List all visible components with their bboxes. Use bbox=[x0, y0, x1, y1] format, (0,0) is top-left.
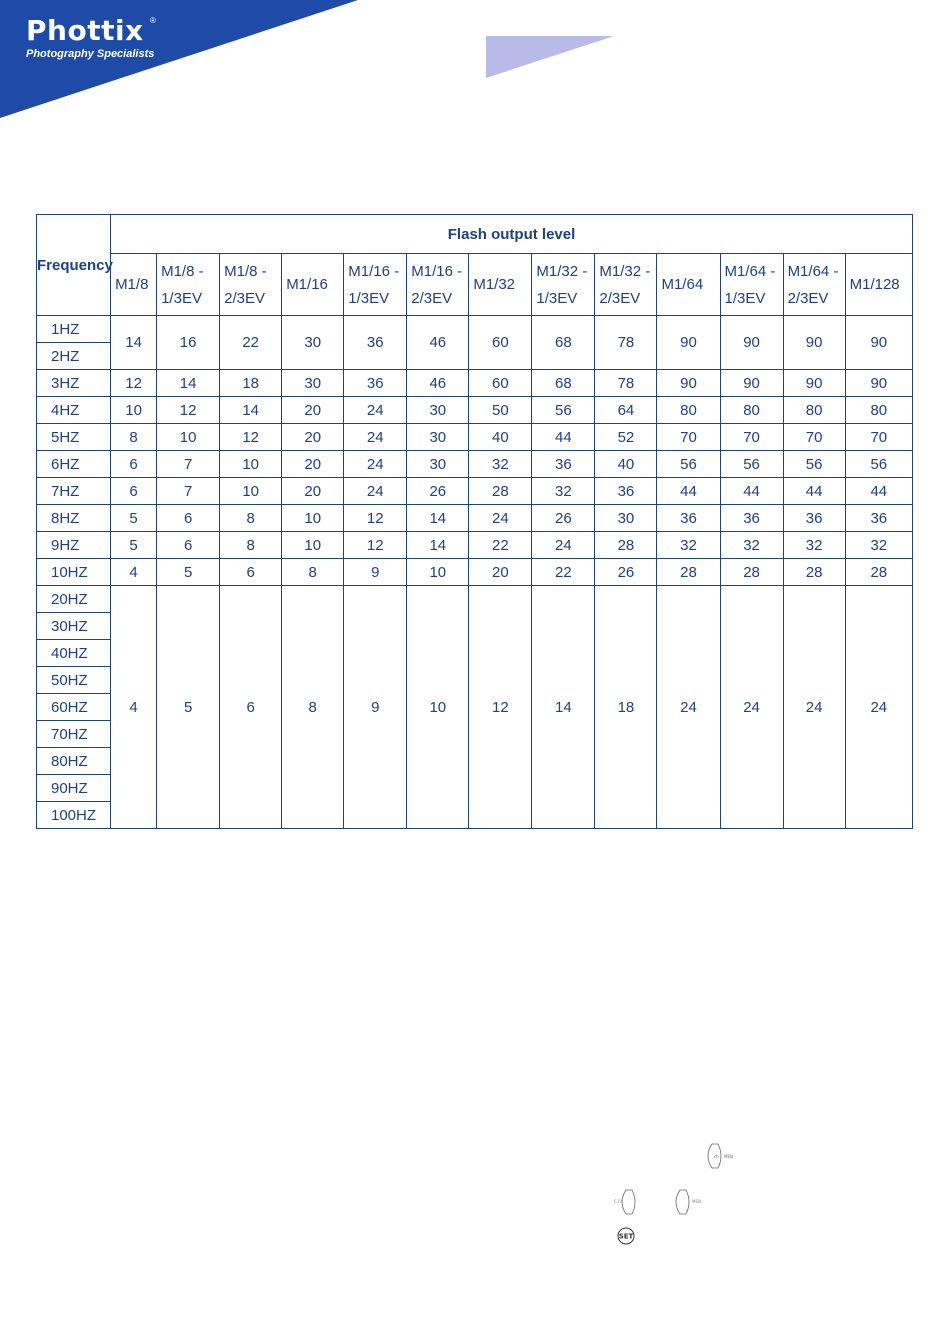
value-cell: 56 bbox=[845, 451, 912, 478]
value-cell: 6 bbox=[111, 478, 157, 505]
value-cell: 10 bbox=[407, 559, 469, 586]
brand-logo: Phottix bbox=[26, 14, 144, 47]
value-cell: 5 bbox=[157, 586, 220, 829]
value-cell: 44 bbox=[657, 478, 720, 505]
set-button-icon bbox=[618, 1228, 634, 1244]
value-cell: 7 bbox=[157, 478, 220, 505]
frequency-cell: 60HZ bbox=[37, 694, 111, 721]
column-header-line: 2/3EV bbox=[411, 289, 453, 307]
column-header-line: M1/16 - bbox=[411, 262, 463, 280]
column-header-line: M1/32 - bbox=[536, 262, 588, 280]
value-cell: 8 bbox=[282, 559, 344, 586]
frequency-cell: 8HZ bbox=[37, 505, 111, 532]
frequency-cell: 20HZ bbox=[37, 586, 111, 613]
value-cell: 68 bbox=[532, 316, 595, 370]
frequency-cell: 100HZ bbox=[37, 802, 111, 829]
value-cell: 20 bbox=[469, 559, 532, 586]
value-cell: 32 bbox=[783, 532, 845, 559]
value-cell: 30 bbox=[595, 505, 657, 532]
value-cell: 22 bbox=[532, 559, 595, 586]
frequency-cell: 80HZ bbox=[37, 748, 111, 775]
column-header-line: M1/8 - bbox=[224, 262, 267, 280]
value-cell: 8 bbox=[282, 586, 344, 829]
table-row bbox=[37, 424, 913, 451]
registered-mark: ® bbox=[150, 16, 156, 25]
menu-dial-icon-2 bbox=[676, 1190, 701, 1214]
decorative-wedge bbox=[486, 36, 616, 80]
column-header-line: M1/8 bbox=[115, 276, 149, 293]
value-cell: 10 bbox=[111, 397, 157, 424]
frequency-cell: 4HZ bbox=[37, 397, 111, 424]
value-cell: 12 bbox=[344, 505, 407, 532]
value-cell: 28 bbox=[720, 559, 783, 586]
value-cell: 22 bbox=[220, 316, 282, 370]
value-cell: 80 bbox=[845, 397, 912, 424]
value-cell: 12 bbox=[220, 424, 282, 451]
value-cell: 6 bbox=[220, 586, 282, 829]
brand-tagline: Photography Specialists bbox=[26, 48, 155, 60]
column-header bbox=[282, 254, 344, 316]
frequency-cell: 90HZ bbox=[37, 775, 111, 802]
value-cell: 36 bbox=[344, 316, 407, 370]
value-cell: 5 bbox=[111, 505, 157, 532]
column-header bbox=[157, 254, 220, 316]
column-header-line: M1/128 bbox=[849, 276, 900, 293]
column-header-line: M1/64 - bbox=[724, 262, 776, 280]
value-cell: 70 bbox=[657, 424, 720, 451]
value-cell: 10 bbox=[282, 505, 344, 532]
value-cell: 44 bbox=[845, 478, 912, 505]
frequency-cell: 40HZ bbox=[37, 640, 111, 667]
value-cell: 40 bbox=[469, 424, 532, 451]
frequency-cell: 30HZ bbox=[37, 613, 111, 640]
value-cell: 90 bbox=[783, 316, 845, 370]
column-header-line: M1/32 - bbox=[599, 262, 651, 280]
table-row bbox=[37, 397, 913, 424]
value-cell: 90 bbox=[657, 370, 720, 397]
column-header bbox=[845, 254, 912, 316]
table-row bbox=[37, 451, 913, 478]
value-cell: 36 bbox=[783, 505, 845, 532]
column-header-line: 1/3EV bbox=[348, 289, 390, 307]
value-cell: 24 bbox=[344, 478, 407, 505]
value-cell: 56 bbox=[720, 451, 783, 478]
value-cell: 18 bbox=[595, 586, 657, 829]
value-cell: 14 bbox=[407, 532, 469, 559]
value-cell: 4 bbox=[111, 586, 157, 829]
value-cell: 56 bbox=[532, 397, 595, 424]
value-cell: 28 bbox=[595, 532, 657, 559]
value-cell: 80 bbox=[783, 397, 845, 424]
value-cell: 36 bbox=[595, 478, 657, 505]
value-cell: 16 bbox=[157, 316, 220, 370]
value-cell: 28 bbox=[845, 559, 912, 586]
frequency-cell: 10HZ bbox=[37, 559, 111, 586]
column-header-line: M1/64 bbox=[661, 276, 704, 293]
column-header bbox=[220, 254, 282, 316]
value-cell: 28 bbox=[657, 559, 720, 586]
column-header-line: M1/64 - bbox=[787, 262, 839, 280]
value-cell: 46 bbox=[407, 316, 469, 370]
value-cell: 36 bbox=[344, 370, 407, 397]
value-cell: 30 bbox=[282, 316, 344, 370]
svg-text:MEN: MEN bbox=[724, 1154, 733, 1159]
value-cell: 44 bbox=[532, 424, 595, 451]
value-cell: 26 bbox=[595, 559, 657, 586]
svg-text:C.Fn: C.Fn bbox=[614, 1199, 623, 1204]
value-cell: 22 bbox=[469, 532, 532, 559]
value-cell: 12 bbox=[469, 586, 532, 829]
value-cell: 10 bbox=[220, 478, 282, 505]
value-cell: 90 bbox=[720, 316, 783, 370]
value-cell: 24 bbox=[783, 586, 845, 829]
column-header bbox=[783, 254, 845, 316]
column-header-line: 2/3EV bbox=[787, 289, 829, 307]
frequency-cell: 3HZ bbox=[37, 370, 111, 397]
frequency-cell: 50HZ bbox=[37, 667, 111, 694]
value-cell: 10 bbox=[282, 532, 344, 559]
column-header bbox=[595, 254, 657, 316]
frequency-cell: 6HZ bbox=[37, 451, 111, 478]
column-header-line: 1/3EV bbox=[724, 289, 766, 307]
value-cell: 32 bbox=[469, 451, 532, 478]
value-cell: 18 bbox=[220, 370, 282, 397]
value-cell: 32 bbox=[532, 478, 595, 505]
value-cell: 5 bbox=[157, 559, 220, 586]
value-cell: 24 bbox=[657, 586, 720, 829]
column-header bbox=[469, 254, 532, 316]
value-cell: 9 bbox=[344, 586, 407, 829]
value-cell: 26 bbox=[407, 478, 469, 505]
table-row bbox=[37, 370, 913, 397]
value-cell: 90 bbox=[657, 316, 720, 370]
value-cell: 24 bbox=[344, 451, 407, 478]
column-header-line: M1/16 - bbox=[348, 262, 400, 280]
value-cell: 36 bbox=[532, 451, 595, 478]
value-cell: 20 bbox=[282, 424, 344, 451]
frequency-cell: 2HZ bbox=[37, 343, 111, 370]
value-cell: 36 bbox=[720, 505, 783, 532]
value-cell: 78 bbox=[595, 316, 657, 370]
column-header-line: M1/32 bbox=[473, 276, 516, 293]
value-cell: 20 bbox=[282, 451, 344, 478]
frequency-cell: 1HZ bbox=[37, 316, 111, 343]
svg-text:ch: ch bbox=[714, 1154, 719, 1159]
value-cell: 78 bbox=[595, 370, 657, 397]
flash-frequency-table bbox=[36, 214, 913, 829]
value-cell: 8 bbox=[111, 424, 157, 451]
value-cell: 52 bbox=[595, 424, 657, 451]
value-cell: 14 bbox=[532, 586, 595, 829]
column-header bbox=[344, 254, 407, 316]
table-title: Flash output level bbox=[111, 215, 913, 254]
value-cell: 6 bbox=[157, 532, 220, 559]
value-cell: 24 bbox=[720, 586, 783, 829]
value-cell: 90 bbox=[720, 370, 783, 397]
value-cell: 30 bbox=[407, 424, 469, 451]
value-cell: 70 bbox=[845, 424, 912, 451]
value-cell: 24 bbox=[469, 505, 532, 532]
value-cell: 5 bbox=[111, 532, 157, 559]
value-cell: 44 bbox=[783, 478, 845, 505]
value-cell: 20 bbox=[282, 397, 344, 424]
value-cell: 24 bbox=[344, 397, 407, 424]
column-header bbox=[532, 254, 595, 316]
frequency-cell: 9HZ bbox=[37, 532, 111, 559]
frequency-cell: 5HZ bbox=[37, 424, 111, 451]
value-cell: 24 bbox=[845, 586, 912, 829]
table-row bbox=[37, 559, 913, 586]
value-cell: 90 bbox=[845, 316, 912, 370]
value-cell: 6 bbox=[157, 505, 220, 532]
table-row bbox=[37, 532, 913, 559]
value-cell: 12 bbox=[344, 532, 407, 559]
value-cell: 32 bbox=[720, 532, 783, 559]
table-row bbox=[37, 316, 913, 343]
table-row bbox=[37, 505, 913, 532]
value-cell: 12 bbox=[111, 370, 157, 397]
menu-dial-icon bbox=[708, 1144, 733, 1168]
value-cell: 36 bbox=[845, 505, 912, 532]
value-cell: 14 bbox=[220, 397, 282, 424]
value-cell: 50 bbox=[469, 397, 532, 424]
value-cell: 64 bbox=[595, 397, 657, 424]
column-header bbox=[407, 254, 469, 316]
value-cell: 28 bbox=[783, 559, 845, 586]
value-cell: 7 bbox=[157, 451, 220, 478]
frequency-cell: 70HZ bbox=[37, 721, 111, 748]
svg-text:MEN: MEN bbox=[692, 1199, 701, 1204]
column-header bbox=[111, 254, 157, 316]
value-cell: 60 bbox=[469, 370, 532, 397]
value-cell: 28 bbox=[469, 478, 532, 505]
column-header-line: 1/3EV bbox=[161, 289, 202, 307]
value-cell: 10 bbox=[157, 424, 220, 451]
value-cell: 32 bbox=[657, 532, 720, 559]
column-header bbox=[657, 254, 720, 316]
value-cell: 60 bbox=[469, 316, 532, 370]
value-cell: 10 bbox=[407, 586, 469, 829]
value-cell: 14 bbox=[407, 505, 469, 532]
value-cell: 26 bbox=[532, 505, 595, 532]
value-cell: 40 bbox=[595, 451, 657, 478]
value-cell: 70 bbox=[720, 424, 783, 451]
column-header-line: M1/8 - bbox=[161, 262, 204, 280]
value-cell: 90 bbox=[783, 370, 845, 397]
column-header-line: 2/3EV bbox=[599, 289, 641, 307]
value-cell: 24 bbox=[532, 532, 595, 559]
value-cell: 68 bbox=[532, 370, 595, 397]
value-cell: 14 bbox=[111, 316, 157, 370]
value-cell: 56 bbox=[657, 451, 720, 478]
frequency-header: Frequency bbox=[37, 215, 111, 316]
value-cell: 10 bbox=[220, 451, 282, 478]
table-row bbox=[37, 586, 913, 613]
column-header-line: 2/3EV bbox=[224, 289, 266, 307]
value-cell: 20 bbox=[282, 478, 344, 505]
value-cell: 24 bbox=[344, 424, 407, 451]
value-cell: 56 bbox=[783, 451, 845, 478]
value-cell: 30 bbox=[407, 397, 469, 424]
column-header-line: M1/16 bbox=[286, 276, 328, 293]
value-cell: 30 bbox=[407, 451, 469, 478]
value-cell: 36 bbox=[657, 505, 720, 532]
value-cell: 46 bbox=[407, 370, 469, 397]
value-cell: 80 bbox=[720, 397, 783, 424]
value-cell: 6 bbox=[220, 559, 282, 586]
frequency-cell: 7HZ bbox=[37, 478, 111, 505]
value-cell: 44 bbox=[720, 478, 783, 505]
value-cell: 30 bbox=[282, 370, 344, 397]
table-row bbox=[37, 478, 913, 505]
svg-text:SET: SET bbox=[618, 1232, 634, 1241]
value-cell: 9 bbox=[344, 559, 407, 586]
value-cell: 4 bbox=[111, 559, 157, 586]
value-cell: 70 bbox=[783, 424, 845, 451]
value-cell: 8 bbox=[220, 505, 282, 532]
value-cell: 14 bbox=[157, 370, 220, 397]
value-cell: 90 bbox=[845, 370, 912, 397]
value-cell: 8 bbox=[220, 532, 282, 559]
ch-dial-icon bbox=[614, 1190, 635, 1214]
column-header-line: 1/3EV bbox=[536, 289, 578, 307]
value-cell: 6 bbox=[111, 451, 157, 478]
column-header bbox=[720, 254, 783, 316]
value-cell: 80 bbox=[657, 397, 720, 424]
value-cell: 12 bbox=[157, 397, 220, 424]
value-cell: 32 bbox=[845, 532, 912, 559]
